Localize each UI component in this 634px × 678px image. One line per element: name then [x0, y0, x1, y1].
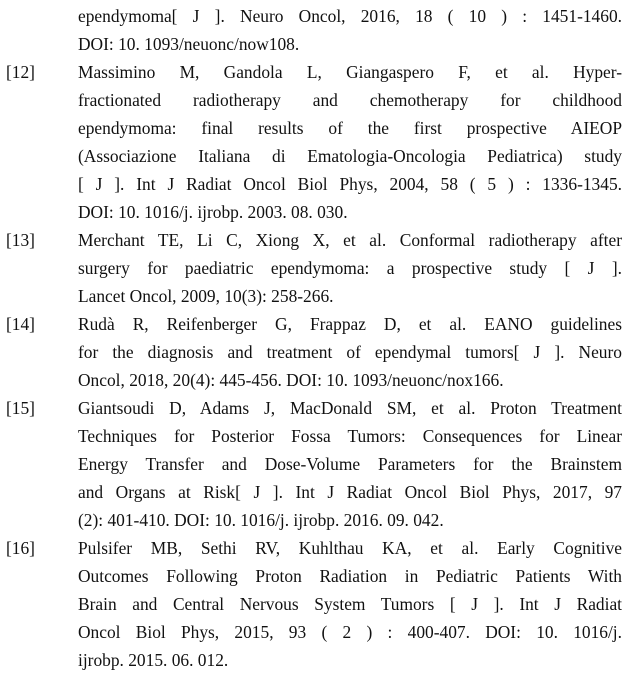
- reference-number: [12]: [6, 62, 35, 82]
- reference-line: [0, 198, 634, 226]
- reference-line: [0, 282, 634, 310]
- reference-text: [ J ]. Int J Radiat Oncol Biol Phys, 2004, 58 ( 5 ) : 1336-1345.: [78, 174, 622, 194]
- reference-line: [0, 590, 634, 618]
- reference-line: [0, 394, 634, 422]
- reference-text: (Associazione Italiana di Ematologia-Oncologia Pediatrica) study: [78, 146, 622, 166]
- reference-number: [16]: [6, 538, 35, 558]
- reference-line: [0, 646, 634, 674]
- reference-line: [0, 310, 634, 338]
- reference-text: ependymoma: final results of the first prospective AIEOP: [78, 118, 622, 138]
- reference-text: Giantsoudi D, Adams J, MacDonald SM, et al. Proton Treatment: [78, 398, 622, 418]
- reference-line: [0, 534, 634, 562]
- reference-line: [0, 2, 634, 30]
- reference-text: Oncol Biol Phys, 2015, 93 ( 2 ) : 400-407. DOI: 10. 1016/j.: [78, 622, 622, 642]
- reference-line: [0, 422, 634, 450]
- reference-line: [0, 562, 634, 590]
- reference-text: fractionated radiotherapy and chemotherapy for childhood: [78, 90, 622, 110]
- reference-text: DOI: 10. 1016/j. ijrobp. 2003. 08. 030.: [78, 202, 348, 222]
- reference-text: Techniques for Posterior Fossa Tumors: Consequences for Linear: [78, 426, 622, 446]
- reference-text: Massimino M, Gandola L, Giangaspero F, et al. Hyper-: [78, 62, 622, 82]
- reference-text: ependymoma[ J ]. Neuro Oncol, 2016, 18 ( 10 ) : 1451-1460.: [78, 6, 622, 26]
- reference-line: [0, 254, 634, 282]
- reference-text: Outcomes Following Proton Radiation in Pediatric Patients With: [78, 566, 622, 586]
- reference-text: Merchant TE, Li C, Xiong X, et al. Conformal radiotherapy after: [78, 230, 622, 250]
- reference-text: Rudà R, Reifenberger G, Frappaz D, et al. EANO guidelines: [78, 314, 622, 334]
- reference-text: Brain and Central Nervous System Tumors [ J ]. Int J Radiat: [78, 594, 622, 614]
- reference-text: surgery for paediatric ependymoma: a prospective study [ J ].: [78, 258, 622, 278]
- reference-text: DOI: 10. 1093/neuonc/now108.: [78, 34, 300, 54]
- reference-number: [14]: [6, 314, 35, 334]
- reference-line: [0, 86, 634, 114]
- reference-line: [0, 142, 634, 170]
- reference-text: for the diagnosis and treatment of ependymal tumors[ J ]. Neuro: [78, 342, 622, 362]
- reference-text: (2): 401-410. DOI: 10. 1016/j. ijrobp. 2016. 09. 042.: [78, 510, 444, 530]
- reference-text: Lancet Oncol, 2009, 10(3): 258-266.: [78, 286, 334, 306]
- reference-line: [0, 478, 634, 506]
- reference-line: [0, 170, 634, 198]
- reference-line: [0, 226, 634, 254]
- reference-number: [15]: [6, 398, 35, 418]
- reference-line: [0, 58, 634, 86]
- reference-text: and Organs at Risk[ J ]. Int J Radiat Oncol Biol Phys, 2017, 97: [78, 482, 622, 502]
- reference-line: [0, 618, 634, 646]
- reference-text: Oncol, 2018, 20(4): 445-456. DOI: 10. 1093/neuonc/nox166.: [78, 370, 504, 390]
- reference-text: Energy Transfer and Dose-Volume Parameters for the Brainstem: [78, 454, 622, 474]
- reference-number: [13]: [6, 230, 35, 250]
- reference-text: Pulsifer MB, Sethi RV, Kuhlthau KA, et al. Early Cognitive: [78, 538, 622, 558]
- reference-line: [0, 114, 634, 142]
- reference-line: [0, 366, 634, 394]
- reference-line: [0, 338, 634, 366]
- reference-line: [0, 450, 634, 478]
- reference-text: ijrobp. 2015. 06. 012.: [78, 650, 229, 670]
- reference-line: [0, 30, 634, 58]
- reference-line: [0, 506, 634, 534]
